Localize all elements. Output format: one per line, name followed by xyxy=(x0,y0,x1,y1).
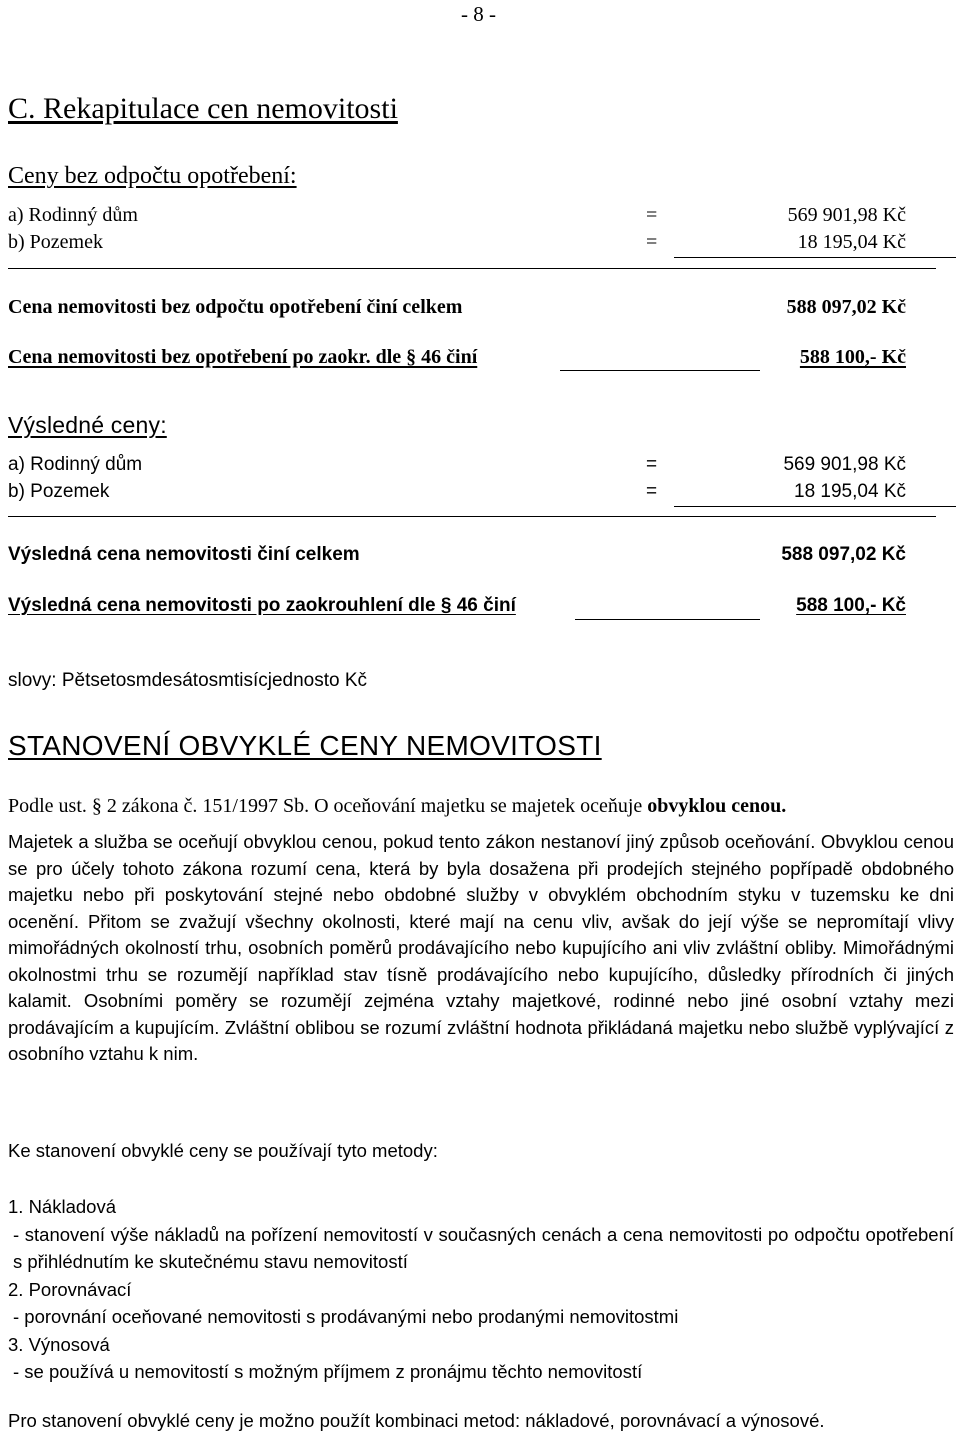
equals-sign: = xyxy=(646,481,658,502)
methods-list xyxy=(8,1193,954,1386)
result-rounded-label: Výsledná cena nemovitosti po zaokrouhlení dle § 46 činí xyxy=(8,595,516,616)
total-amount: 588 097,02 Kč xyxy=(786,296,906,318)
rounded-amount: 588 100,- Kč xyxy=(799,346,906,368)
results-heading: Výsledné ceny: xyxy=(8,412,167,438)
item-label-land: b) Pozemek xyxy=(8,231,103,253)
rounded-underline xyxy=(560,370,760,371)
result-label-land: b) Pozemek xyxy=(8,481,110,502)
item-amount-house: 569 901,98 Kč xyxy=(787,204,906,226)
item-amount-land: 18 195,04 Kč xyxy=(797,231,906,253)
section-divider xyxy=(8,268,936,269)
equals-sign: = xyxy=(646,454,658,475)
equals-sign: = xyxy=(646,204,658,226)
law-reference-text: Podle ust. § 2 zákona č. 151/1997 Sb. O oceňování majetku se majetek oceňuje xyxy=(8,795,648,817)
result-amount-land: 18 195,04 Kč xyxy=(794,481,906,502)
section-title: C. Rekapitulace cen nemovitosti xyxy=(8,92,398,125)
page-number: - 8 - xyxy=(461,2,496,26)
result-total-amount: 588 097,02 Kč xyxy=(781,544,906,565)
law-reference xyxy=(8,795,786,818)
amount-underline xyxy=(674,506,956,507)
item-label-house: a) Rodinný dům xyxy=(8,204,138,226)
section-divider xyxy=(8,516,936,517)
result-total-label: Výsledná cena nemovitosti činí celkem xyxy=(8,544,360,565)
usual-price-heading: STANOVENÍ OBVYKLÉ CENY NEMOVITOSTI xyxy=(8,730,602,761)
law-reference-bold: obvyklou cenou. xyxy=(647,795,787,817)
usual-price-paragraph: Majetek a služba se oceňují obvyklou cenou, pokud tento zákon nestanoví jiný způsob oceňování. Obvyklou cenou se pro účely tohoto zákona rozumí cena, která by byla dosažena při prodejích stejného popřípadě obdobného majetku nebo při poskytování stejné nebo obdobné služby v obvyklém obchodním styku v tuzemsku ke dni ocenění. Přitom se zvažují všechny okolnosti, které mají na cenu vliv, avšak do její výše se nepromítají vlivy mimořádných okolností trhu, osobních poměrů prodávajícího nebo kupujícího ani vliv zvláštní obliby. Mimořádnými okolnostmi trhu se rozumějí například stav tísně prodávajícího nebo kupujícího, důsledky přírodních či jiných kalamit. Osobními poměry se rozumějí zejména vztahy majetkové, rodinné nebo jiné osobní vztahy mezi prodávajícím a kupujícím. Zvláštní oblibou se rozumí zvláštní hodnota přikládaná majetku nebo službě vyplývající z osobního vztahu k nim. xyxy=(8,831,954,1064)
rounded-underline xyxy=(575,619,760,620)
method-description: - se používá u nemovitostí s možným příjmem z pronájmu těchto nemovitostí xyxy=(13,1361,643,1382)
method-title: 3. Výnosová xyxy=(8,1333,110,1355)
methods-intro: Ke stanovení obvyklé ceny se používají tyto metody: xyxy=(8,1140,438,1161)
amount-underline xyxy=(674,257,956,258)
without-depreciation-heading: Ceny bez odpočtu opotřebení: xyxy=(8,163,297,189)
rounded-label: Cena nemovitosti bez opotřebení po zaokr. dle § 46 činí xyxy=(8,346,478,368)
result-rounded-amount: 588 100,- Kč xyxy=(796,595,906,616)
result-amount-house: 569 901,98 Kč xyxy=(783,454,906,475)
methods-combination: Pro stanovení obvyklé ceny je možno použít kombinaci metod: nákladové, porovnávací a výnosové. xyxy=(8,1410,825,1431)
method-description: - stanovení výše nákladů na pořízení nemovitostí v současných cenách a cena nemovitosti po odpočtu opotřebení s přihlédnutím ke skutečnému stavu nemovitostí xyxy=(13,1223,954,1272)
method-title: 2. Porovnávací xyxy=(8,1278,132,1300)
total-label: Cena nemovitosti bez odpočtu opotřebení činí celkem xyxy=(8,296,463,318)
price-in-words: slovy: Pětsetosmdesátosmtisícjednosto Kč xyxy=(8,670,368,691)
method-description: - porovnání oceňované nemovitosti s prodávanými nebo prodanými nemovitostmi xyxy=(13,1306,679,1327)
result-label-house: a) Rodinný dům xyxy=(8,454,143,475)
method-title: 1. Nákladová xyxy=(8,1196,116,1217)
equals-sign: = xyxy=(646,231,658,253)
